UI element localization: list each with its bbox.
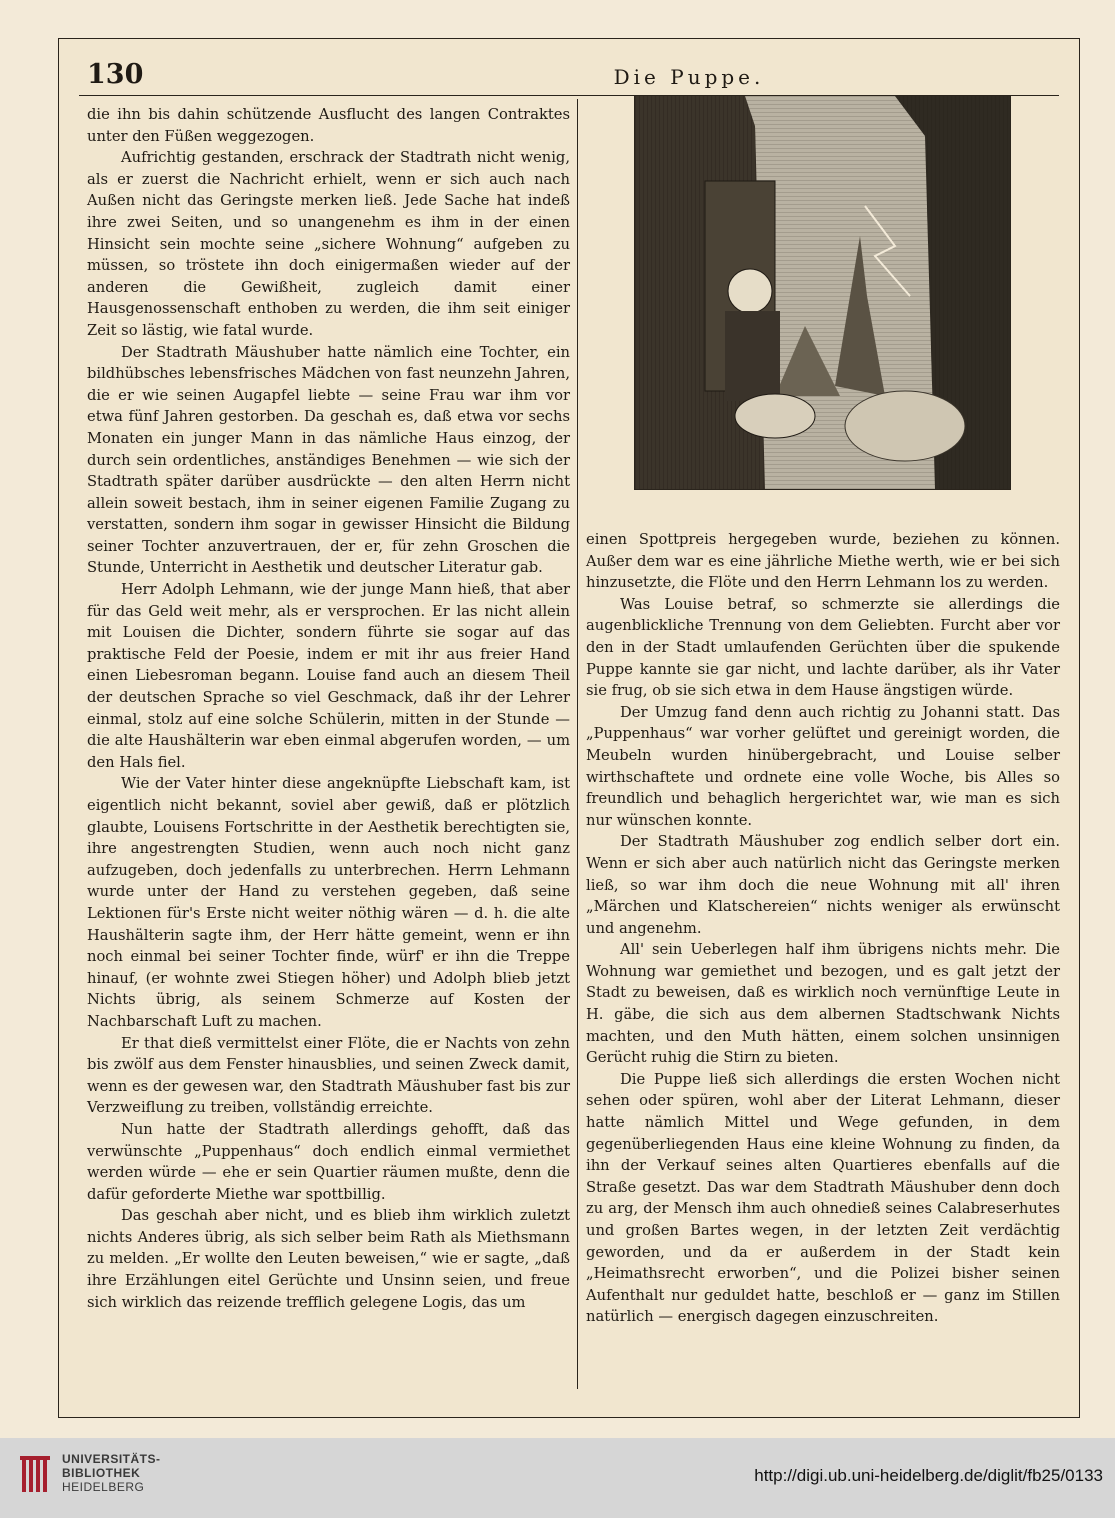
library-name: UNIVERSITÄTS- BIBLIOTHEK HEIDELBERG [62, 1452, 161, 1494]
page-number: 130 [87, 59, 144, 90]
right-column [586, 529, 1060, 1328]
paragraph: Das geschah aber nicht, und es blieb ihm wirklich zuletzt nichts Anderes übrig, als sich selber beim Rath als Miethsmann zu melden. „Er wollte den Leuten beweisen,“ wie er sagte, „daß ihre Erzählungen eitel Gerüchte und Unsinn seien, und freue sich wirklich das reizende trefflich gelegene Logis, das um [87, 1207, 570, 1311]
paragraph: Der Stadtrath Mäushuber hatte nämlich eine Tochter, ein bildhübsches lebensfrisches Mädchen von fast neunzehn Jahren, die er wie seinen Augapfel liebte — seine Frau war ihm vor etwa fünf Jahren gestorben. Da geschah es, daß etwa vor sechs Monaten ein junger Mann in das nämliche Haus einzog, der durch sein ordentliches, anständiges Benehmen — wie sich der Stadtrath später darüber ausdrückte — den alten Herrn nicht allein soweit bestach, ihm in seiner eigenen Familie Zugang zu verstatten, sondern ihm sogar in gewisser Hinsicht die Bildung seiner Tochter anzuvertrauen, der er, für zehn Groschen die Stunde, Unterricht in Aesthetik und deutscher Literatur gab. [87, 343, 570, 577]
paragraph: Der Stadtrath Mäushuber zog endlich selber dort ein. Wenn er sich aber auch natürlich nicht das Geringste merken ließ, so war ihm doch die neue Wohnung mit all' ihren „Märchen und Klatschereien“ nichts weniger als erwünscht und angenehm. [586, 833, 1060, 937]
left-column [87, 104, 570, 1313]
paragraph: Nun hatte der Stadtrath allerdings gehofft, daß das verwünschte „Puppenhaus“ doch endlich einmal vermiethet werden würde — ehe er sein Quartier räumen mußte, denn die dafür geforderte Miethe war spottbillig. [87, 1120, 570, 1203]
paragraph: Aufrichtig gestanden, erschrack der Stadtrath nicht wenig, als er zuerst die Nachricht erhielt, wenn er sich auch nach Außen nicht das Geringste merken ließ. Jede Sache hat indeß ihre zwei Seiten, und so unangenehm es ihm in der einen Hinsicht sein mochte seine „sichere Wohnung“ aufgeben zu müssen, so tröstete ihn doch einigermaßen wieder auf der anderen die Gewißheit, zugleich damit einer Hausgenossenschaft enthoben zu werden, die ihm seit einiger Zeit so lästig, wie fatal wurde. [87, 149, 570, 339]
paragraph: einen Spottpreis hergegeben wurde, beziehen zu können. Außer dem war es eine jährliche Miethe werth, wie er bei sich hinzusetzte, die Flöte und den Herrn Lehmann los zu werden. [586, 531, 1060, 592]
engraving-illustration [634, 95, 1011, 490]
paragraph: Die Puppe ließ sich allerdings die ersten Wochen nicht sehen oder spüren, wohl aber der Literat Lehmann, dieser hatte nämlich Mittel und Wege gefunden, in dem gegenüberliegenden Haus eine kleine Wohnung zu finden, da ihn der Verkauf seines alten Quartieres ebenfalls auf die Straße gesetzt. Das war dem Stadtrath Mäushuber denn doch zu arg, der Mensch ihm auch ohnedieß seines Calabreserhutes und großen Bartes wegen, in der letzten Zeit verdächtig geworden, und da er außerdem in der Stadt kein „Heimathsrecht erworben“, und die Polizei bisher seinen Aufenthalt nur geduldet hatte, beschloß er — ganz im Stillen natürlich — energisch dagegen einzuschreiten. [586, 1070, 1060, 1326]
paragraph: Was Louise betraf, so schmerzte sie allerdings die augenblickliche Trennung von dem Geliebten. Furcht aber vor den in der Stadt umlaufenden Gerüchten über die spukende Puppe kannte sie gar nicht, und lachte darüber, als ihr Vater sie frug, ob sie sich etwa in dem Hause ängstigen würde. [586, 595, 1060, 700]
library-logo-icon [20, 1456, 54, 1500]
paragraph: Herr Adolph Lehmann, wie der junge Mann hieß, that aber für das Geld weit mehr, als er versprochen. Er las nicht allein mit Louisen die Dichter, sondern führte sie sogar auf das praktische Feld der Poesie, indem er mit ihr aus freier Hand einen Liebesroman begann. Louise fand auch an diesem Theil der deutschen Sprache so viel Geschmack, daß ihr der Lehrer einmal, stolz auf eine solche Schülerin, mitten in der Stunde — die alte Haushälterin war eben einmal abgerufen worden, — um den Hals fiel. [87, 581, 570, 771]
page-header [79, 55, 1059, 96]
paragraph: All' sein Ueberlegen half ihm übrigens nichts mehr. Die Wohnung war gemiethet und bezogen, und es galt jetzt der Stadt zu beweisen, daß es wirklich noch vernünftige Leute in H. gäbe, die sich aus dem albernen Stadtschwank Nichts machten, und den Muth hätten, einem solchen unsinnigen Gerücht ruhig die Stirn zu bieten. [586, 941, 1060, 1067]
paragraph: Er that dieß vermittelst einer Flöte, die er Nachts von zehn bis zwölf aus dem Fenster hinausblies, und seinen Zweck damit, wenn es der gewesen war, den Stadtrath Mäushuber fast bis zur Verzweiflung zu treiben, vollständig erreichte. [87, 1034, 570, 1117]
footer-bar [0, 1438, 1115, 1518]
book-page [58, 38, 1080, 1418]
source-url-link[interactable]: http://digi.ub.uni-heidelberg.de/diglit/fb25/0133 [754, 1466, 1103, 1485]
engraving-drawing [635, 96, 1010, 489]
paragraph: Wie der Vater hinter diese angeknüpfte Liebschaft kam, ist eigentlich nicht bekannt, soviel aber gewiß, daß er plötzlich glaubte, Louisens Fortschritte in der Aesthetik berechtigten sie, ihre angestrengten Studien, wenn auch noch nicht ganz aufzugeben, doch jedenfalls zu unterbrechen. Herrn Lehmann wurde unter der Hand zu verstehen gegeben, daß seine Lektionen für's Erste nicht weiter nöthig wären — d. h. die alte Haushälterin sagte ihm, der Herr hätte gemeint, wenn er ihn noch einmal bei seiner Tochter finde, würf' er ihn die Treppe hinauf, (er wohnte zwei Stiegen höher) und Adolph blieb jetzt Nichts übrig, als seinem Schmerze auf Kosten der Nachbarschaft Luft zu machen. [87, 775, 570, 1030]
page-title: Die Puppe. [613, 65, 765, 89]
paragraph: die ihn bis dahin schützende Ausflucht des langen Contraktes unter den Füßen weggezogen. [87, 106, 570, 145]
paragraph: Der Umzug fand denn auch richtig zu Johanni statt. Das „Puppenhaus“ war vorher gelüftet und gereinigt worden, die Meubeln wurden hinübergebracht, und Louise selber wirthschaftete und ordnete eine volle Woche, bis Alles so freundlich und behaglich hergerichtet war, wie man es sich nur wünschen konnte. [586, 703, 1060, 829]
column-divider [577, 99, 578, 1389]
